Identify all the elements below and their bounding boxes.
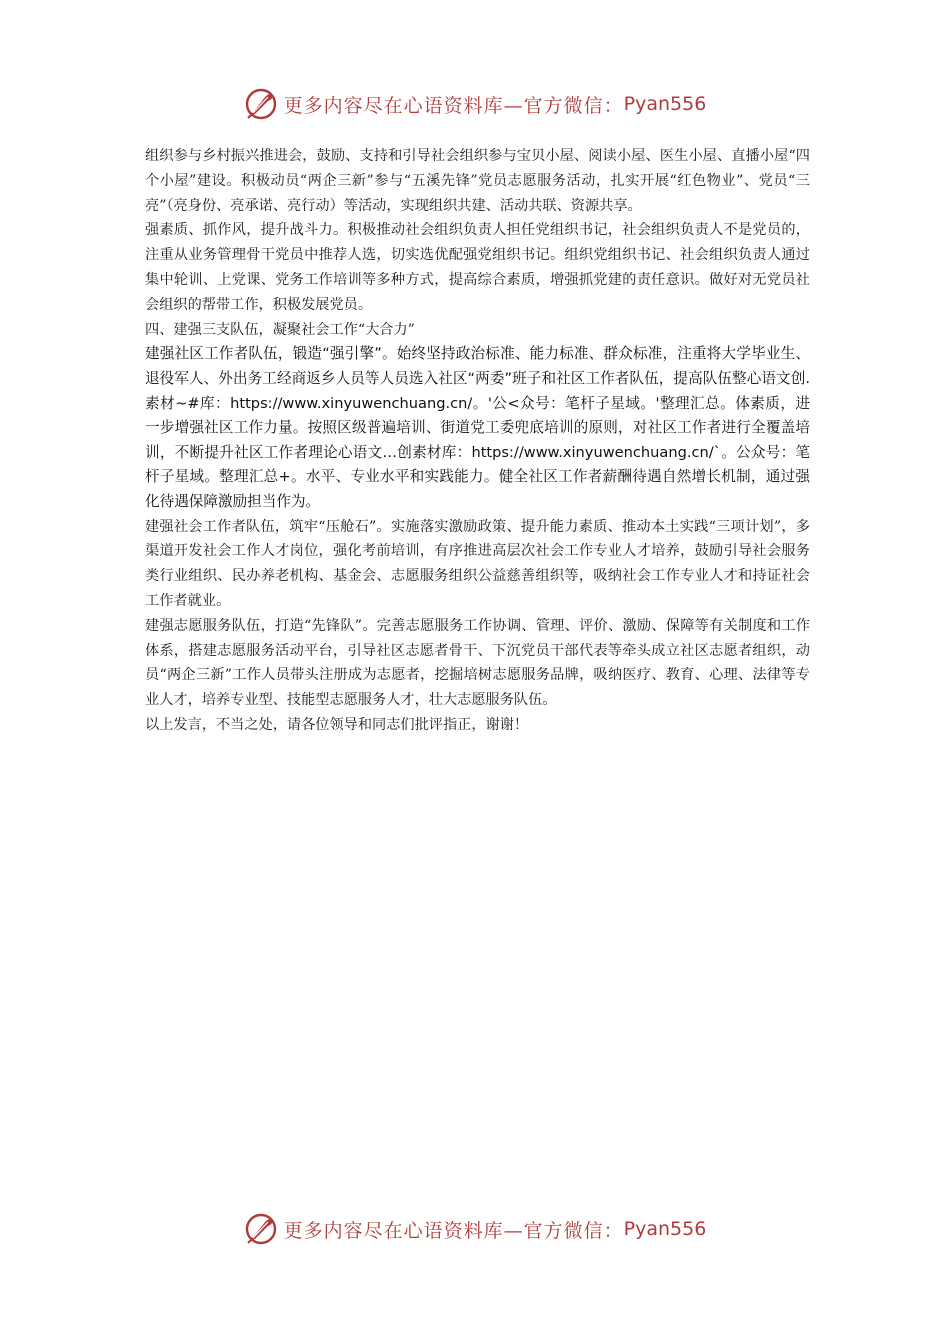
paragraph-org-participation: 组织参与乡村振兴推进会，鼓励、支持和引导社会组织参与宝贝小屋、阅读小屋、医生小屋、直播小屋“四个小屋”建设。积极动员“两企三新”参与“五溪先锋”党员志愿服务活动，扎实开展“红色物业”、党员“三亮”（亮身份、亮承诺、亮行动）等活动，实现组织共建、活动共联、资源共享。 <box>145 148 810 214</box>
document-body <box>145 144 810 738</box>
banner-text: 更多内容尽在心语资料库—官方微信： <box>283 1219 624 1242</box>
banner-inner <box>244 87 707 121</box>
quill-logo-icon <box>244 87 278 121</box>
footer-banner <box>0 1207 950 1251</box>
section-heading-three-teams: 四、建强三支队伍，凝聚社会工作“大合力” <box>145 321 415 338</box>
banner-wechat-id: Pyan556 <box>623 1218 707 1240</box>
paragraph-community-workers: 建强社区工作者队伍，锻造“强引擎”。始终坚持政治标准、能力标准、群众标准，注重将大学毕业生、退役军人、外出务工经商返乡人员等人员选入社区“两委”班子和社区工作者队伍，提高队伍整心语文创.素材~#库：https://www.xinyuwenchuang.cn/。'公<众号：笔杆子星域。'整理汇总。体素质，进一步增强社区工作力量。按照区级普遍培训、街道党工委兜底培训的原则，对社区工作者进行全覆盖培训，不断提升社区工作者理论心语文…创素材库：https://www.xinyuwenchuang.cn/`。公众号：笔杆子星域。整理汇总+。水平、专业水平和实践能力。健全社区工作者薪酬待遇自然增长机制，通过强化待遇保障激励担当作为。 <box>145 345 810 510</box>
banner-text: 更多内容尽在心语资料库—官方微信： <box>283 94 624 117</box>
banner-wechat-id: Pyan556 <box>623 93 707 115</box>
quill-logo-icon <box>244 1212 278 1246</box>
paragraph-social-workers: 建强社会工作者队伍，筑牢“压舱石”。实施落实激励政策、提升能力素质、推动本土实践“三项计划”，多渠道开发社会工作人才岗位，强化考前培训，有序推进高层次社会工作专业人才培养，鼓励引导社会服务类行业组织、民办养老机构、基金会、志愿服务组织公益慈善组织等，吸纳社会工作专业人才和持证社会工作者就业。 <box>145 518 810 609</box>
paragraph-closing: 以上发言，不当之处，请各位领导和同志们批评指正，谢谢！ <box>145 716 529 733</box>
paragraph-strengthen-quality: 强素质、抓作风，提升战斗力。积极推动社会组织负责人担任党组织书记，社会组织负责人不是党员的，注重从业务管理骨干党员中推荐人选，切实选优配强党组织书记。组织党组织书记、社会组织负责人通过集中轮训、上党课、党务工作培训等多种方式，提高综合素质，增强抓党建的责任意识。做好对无党员社会组织的帮带工作，积极发展党员。 <box>145 222 810 313</box>
paragraph-volunteers: 建强志愿服务队伍，打造“先锋队”。完善志愿服务工作协调、管理、评价、激励、保障等有关制度和工作体系，搭建志愿服务活动平台，引导社区志愿者骨干、下沉党员干部代表等牵头成立社区志愿者组织，动员“两企三新”工作人员带头注册成为志愿者，挖掘培树志愿服务品牌，吸纳医疗、教育、心理、法律等专业人才，培养专业型、技能型志愿服务人才，壮大志愿服务队伍。 <box>145 617 810 709</box>
header-banner <box>0 82 950 126</box>
banner-inner <box>244 1212 707 1246</box>
